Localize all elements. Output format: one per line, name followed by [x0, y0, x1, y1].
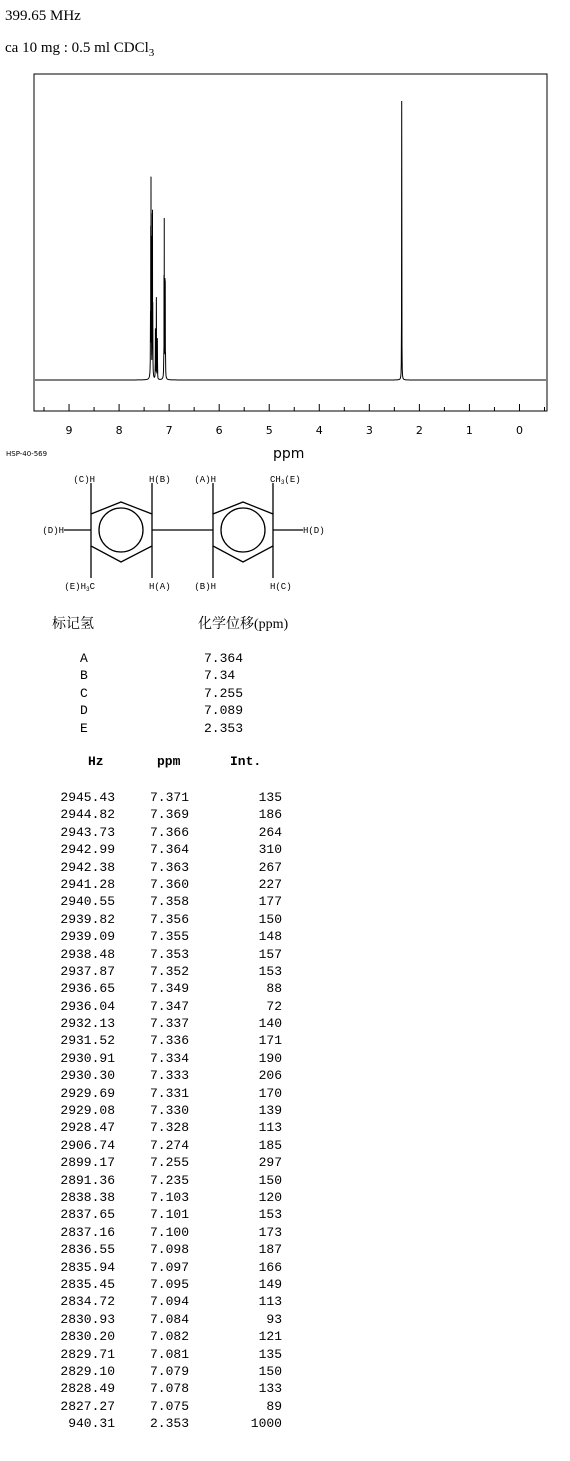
peak-hz: 2834.72: [60, 1294, 115, 1310]
assignment-header-shift: 化学位移(ppm): [198, 617, 289, 632]
peak-ppm: 7.358: [149, 894, 189, 910]
peak-row: [0, 1032, 300, 1049]
label-e-bottom-sub: 3: [85, 586, 90, 593]
x-tick-label: 1: [465, 424, 473, 437]
peak-header-int: Int.: [230, 754, 262, 769]
x-axis-label: ppm: [273, 446, 305, 462]
peak-intensity: 150: [258, 1172, 282, 1188]
peak-intensity: 186: [258, 807, 282, 823]
structure-bonds: [64, 483, 303, 578]
peak-row: [0, 1328, 300, 1345]
peak-hz: 2828.49: [60, 1381, 115, 1397]
molecule-structure: [0, 0, 570, 600]
peak-row: [0, 1154, 300, 1171]
peak-intensity: 166: [258, 1259, 282, 1275]
peak-ppm: 7.095: [149, 1276, 189, 1292]
peak-hz: 2936.65: [60, 981, 115, 997]
peak-hz: 2938.48: [60, 946, 115, 962]
peak-intensity: 227: [258, 876, 282, 892]
peak-hz: 2944.82: [60, 807, 115, 823]
peak-hz: 2906.74: [60, 1137, 115, 1153]
peak-intensity: 89: [266, 1398, 282, 1414]
peak-ppm: 7.103: [149, 1189, 189, 1205]
peak-hz: 2836.55: [60, 1242, 115, 1258]
label-e-bottom-suffix: C: [89, 582, 95, 592]
peak-row: [0, 1259, 300, 1276]
peak-intensity: 170: [258, 1085, 282, 1101]
peak-ppm: 7.084: [149, 1311, 189, 1327]
peak-intensity: 93: [266, 1311, 282, 1327]
peak-row: [0, 1067, 300, 1084]
peak-hz: 2939.09: [60, 929, 115, 945]
peak-intensity: 173: [258, 1224, 282, 1240]
assignment-label: E: [80, 720, 88, 736]
peak-intensity: 113: [258, 1294, 282, 1310]
peak-intensity: 88: [266, 981, 282, 997]
peak-ppm: 7.333: [149, 1068, 189, 1084]
peak-row: [0, 1415, 300, 1432]
peak-ppm: 7.255: [149, 1155, 189, 1171]
peak-hz: 2837.16: [60, 1224, 115, 1240]
peak-intensity: 297: [258, 1155, 282, 1171]
x-tick-label: 9: [65, 424, 73, 437]
peak-row: [0, 1363, 300, 1380]
peak-row: [0, 1102, 300, 1119]
peak-intensity: 72: [266, 998, 282, 1014]
spectrum-code: HSP-40-569: [6, 450, 48, 458]
peak-hz: 2936.04: [60, 998, 115, 1014]
peak-hz: 2835.94: [60, 1259, 115, 1275]
peak-hz: 2837.65: [60, 1207, 115, 1223]
peak-row: [0, 946, 300, 963]
peak-row: [0, 1293, 300, 1310]
peak-intensity: 185: [258, 1137, 282, 1153]
peak-ppm: 7.347: [149, 998, 189, 1014]
peak-intensity: 177: [258, 894, 282, 910]
sample-text: ca 10 mg : 0.5 ml CDCl: [5, 40, 149, 56]
peak-intensity: 190: [258, 1050, 282, 1066]
peak-ppm: 7.352: [149, 963, 189, 979]
x-tick-label: 5: [265, 424, 273, 437]
peak-ppm: 7.349: [149, 981, 189, 997]
peak-ppm: 7.235: [149, 1172, 189, 1188]
label-e-top-prefix: CH: [270, 475, 281, 485]
peak-intensity: 120: [258, 1189, 282, 1205]
assignment-label: B: [80, 668, 88, 684]
peak-ppm: 7.094: [149, 1294, 189, 1310]
peak-row: [0, 1276, 300, 1293]
peak-intensity: 133: [258, 1381, 282, 1397]
peak-row: [0, 1380, 300, 1397]
label-b-bottom: (B)H: [194, 582, 216, 592]
peak-intensity: 139: [258, 1103, 282, 1119]
peak-ppm: 7.330: [149, 1103, 189, 1119]
peak-row: [0, 998, 300, 1015]
peak-row: [0, 928, 300, 945]
peak-hz: 2899.17: [60, 1155, 115, 1171]
peak-ppm: 7.331: [149, 1085, 189, 1101]
label-b-top: H(B): [149, 475, 171, 485]
peak-row: [0, 1311, 300, 1328]
peak-row: [0, 1137, 300, 1154]
peak-row: [0, 1085, 300, 1102]
peak-ppm: 7.098: [149, 1242, 189, 1258]
assignment-shift: 7.255: [204, 685, 244, 701]
label-c-bottom: H(C): [270, 582, 292, 592]
peak-ppm: 7.097: [149, 1259, 189, 1275]
peak-hz: 2827.27: [60, 1398, 115, 1414]
label-a-top: (A)H: [194, 475, 216, 485]
label-e-top-sub: 3: [280, 479, 285, 486]
peak-intensity: 1000: [250, 1416, 282, 1432]
peak-ppm: 7.334: [149, 1050, 189, 1066]
peak-hz: 2931.52: [60, 1033, 115, 1049]
label-e-top-suffix: (E): [284, 475, 301, 485]
peak-intensity: 267: [258, 859, 282, 875]
sample-subscript: 3: [148, 47, 155, 59]
peak-ppm: 2.353: [149, 1416, 189, 1432]
peak-intensity: 206: [258, 1068, 282, 1084]
peak-ppm: 7.082: [149, 1329, 189, 1345]
peak-hz: 2942.99: [60, 842, 115, 858]
peak-intensity: 153: [258, 1207, 282, 1223]
peak-row: [0, 841, 300, 858]
peak-hz: 2891.36: [60, 1172, 115, 1188]
peak-hz: 2930.91: [60, 1050, 115, 1066]
peak-ppm: 7.353: [149, 946, 189, 962]
peak-row: [0, 1224, 300, 1241]
assignment-label: A: [80, 651, 88, 666]
peak-ppm: 7.360: [149, 876, 189, 892]
x-tick-label: 7: [165, 424, 173, 437]
peak-ppm: 7.363: [149, 859, 189, 875]
peak-row: [0, 1398, 300, 1415]
peak-hz: 2941.28: [60, 876, 115, 892]
peak-hz: 2928.47: [60, 1120, 115, 1136]
peak-hz: 2838.38: [60, 1189, 115, 1205]
peak-intensity: 113: [258, 1120, 282, 1136]
peak-hz: 2929.08: [60, 1103, 115, 1119]
x-tick-label: 3: [365, 424, 373, 437]
peak-hz: 940.31: [68, 1416, 115, 1432]
peak-ppm: 7.366: [149, 824, 189, 840]
peak-row: [0, 1189, 300, 1206]
peak-row: [0, 1119, 300, 1136]
peak-ppm: 7.328: [149, 1120, 189, 1136]
x-tick-label: 6: [215, 424, 223, 437]
peak-intensity: 135: [258, 790, 282, 805]
peak-intensity: 264: [258, 824, 282, 840]
peak-table: [0, 789, 300, 1432]
peak-ppm: 7.369: [149, 807, 189, 823]
peak-hz: 2829.71: [60, 1346, 115, 1362]
label-c-top-left: (C)H: [73, 475, 95, 485]
x-tick-label: 2: [415, 424, 423, 437]
peak-intensity: 171: [258, 1033, 282, 1049]
peak-row: [0, 1015, 300, 1032]
peak-hz: 2829.10: [60, 1363, 115, 1379]
peak-ppm: 7.356: [149, 911, 189, 927]
peak-ppm: 7.100: [149, 1224, 189, 1240]
peak-row: [0, 980, 300, 997]
x-tick-label: 4: [315, 424, 323, 437]
peak-intensity: 135: [258, 1346, 282, 1362]
peak-row: [0, 789, 300, 806]
right-aromatic-circle: [221, 508, 265, 552]
assignment-shift: 7.089: [204, 703, 244, 719]
peak-intensity: 157: [258, 946, 282, 962]
peak-ppm: 7.355: [149, 929, 189, 945]
peak-intensity: 150: [258, 1363, 282, 1379]
peak-row: [0, 1206, 300, 1223]
assignment-shift: 2.353: [204, 720, 244, 736]
peak-intensity: 150: [258, 911, 282, 927]
peak-row: [0, 1346, 300, 1363]
peak-hz: 2937.87: [60, 963, 115, 979]
peak-hz: 2942.38: [60, 859, 115, 875]
peak-hz: 2940.55: [60, 894, 115, 910]
label-e-bottom: [64, 582, 95, 593]
peak-intensity: 148: [258, 929, 282, 945]
peak-row: [0, 876, 300, 893]
right-benzene-ring: [213, 502, 273, 562]
label-a-bottom: H(A): [149, 582, 171, 592]
assignment-header-label: 标记氢: [52, 617, 94, 632]
peak-ppm: 7.364: [149, 842, 189, 858]
peak-ppm: 7.337: [149, 1016, 189, 1032]
peak-row: [0, 1172, 300, 1189]
peak-hz: 2930.30: [60, 1068, 115, 1084]
peak-ppm: 7.274: [149, 1137, 189, 1153]
assignment-shift: 7.364: [204, 651, 244, 666]
peak-ppm: 7.336: [149, 1033, 189, 1049]
peak-hz: 2830.93: [60, 1311, 115, 1327]
peak-hz: 2929.69: [60, 1085, 115, 1101]
peak-ppm: 7.079: [149, 1363, 189, 1379]
peak-ppm: 7.081: [149, 1346, 189, 1362]
left-aromatic-circle: [99, 508, 143, 552]
peak-row: [0, 893, 300, 910]
peak-hz: 2939.82: [60, 911, 115, 927]
peak-hz: 2943.73: [60, 824, 115, 840]
peak-row: [0, 824, 300, 841]
peak-header-ppm: ppm: [157, 754, 181, 769]
peak-ppm: 7.101: [149, 1207, 189, 1223]
peak-intensity: 149: [258, 1276, 282, 1292]
peak-row: [0, 911, 300, 928]
label-e-top: [270, 475, 301, 486]
peak-ppm: 7.078: [149, 1381, 189, 1397]
peak-ppm: 7.371: [149, 790, 189, 805]
label-d-left: (D)H: [42, 526, 64, 536]
peak-hz: 2835.45: [60, 1276, 115, 1292]
assignment-label: C: [80, 685, 88, 701]
peak-row: [0, 859, 300, 876]
peak-intensity: 153: [258, 963, 282, 979]
assignment-shift: 7.34: [204, 668, 236, 684]
x-tick-label: 0: [515, 424, 523, 437]
assignment-label: D: [80, 703, 88, 719]
peak-hz: 2945.43: [60, 790, 115, 805]
peak-hz: 2932.13: [60, 1016, 115, 1032]
peak-ppm: 7.075: [149, 1398, 189, 1414]
x-tick-label: 8: [115, 424, 123, 437]
peak-intensity: 140: [258, 1016, 282, 1032]
peak-row: [0, 806, 300, 823]
peak-intensity: 121: [258, 1329, 282, 1345]
label-e-bottom-prefix: (E)H: [64, 582, 86, 592]
label-d-right: H(D): [303, 526, 325, 536]
peak-header-hz: Hz: [88, 754, 104, 769]
spectrometer-frequency: 399.65 MHz: [5, 8, 81, 24]
peak-row: [0, 1050, 300, 1067]
peak-intensity: 187: [258, 1242, 282, 1258]
peak-intensity: 310: [258, 842, 282, 858]
peak-row: [0, 1241, 300, 1258]
peak-row: [0, 963, 300, 980]
peak-hz: 2830.20: [60, 1329, 115, 1345]
